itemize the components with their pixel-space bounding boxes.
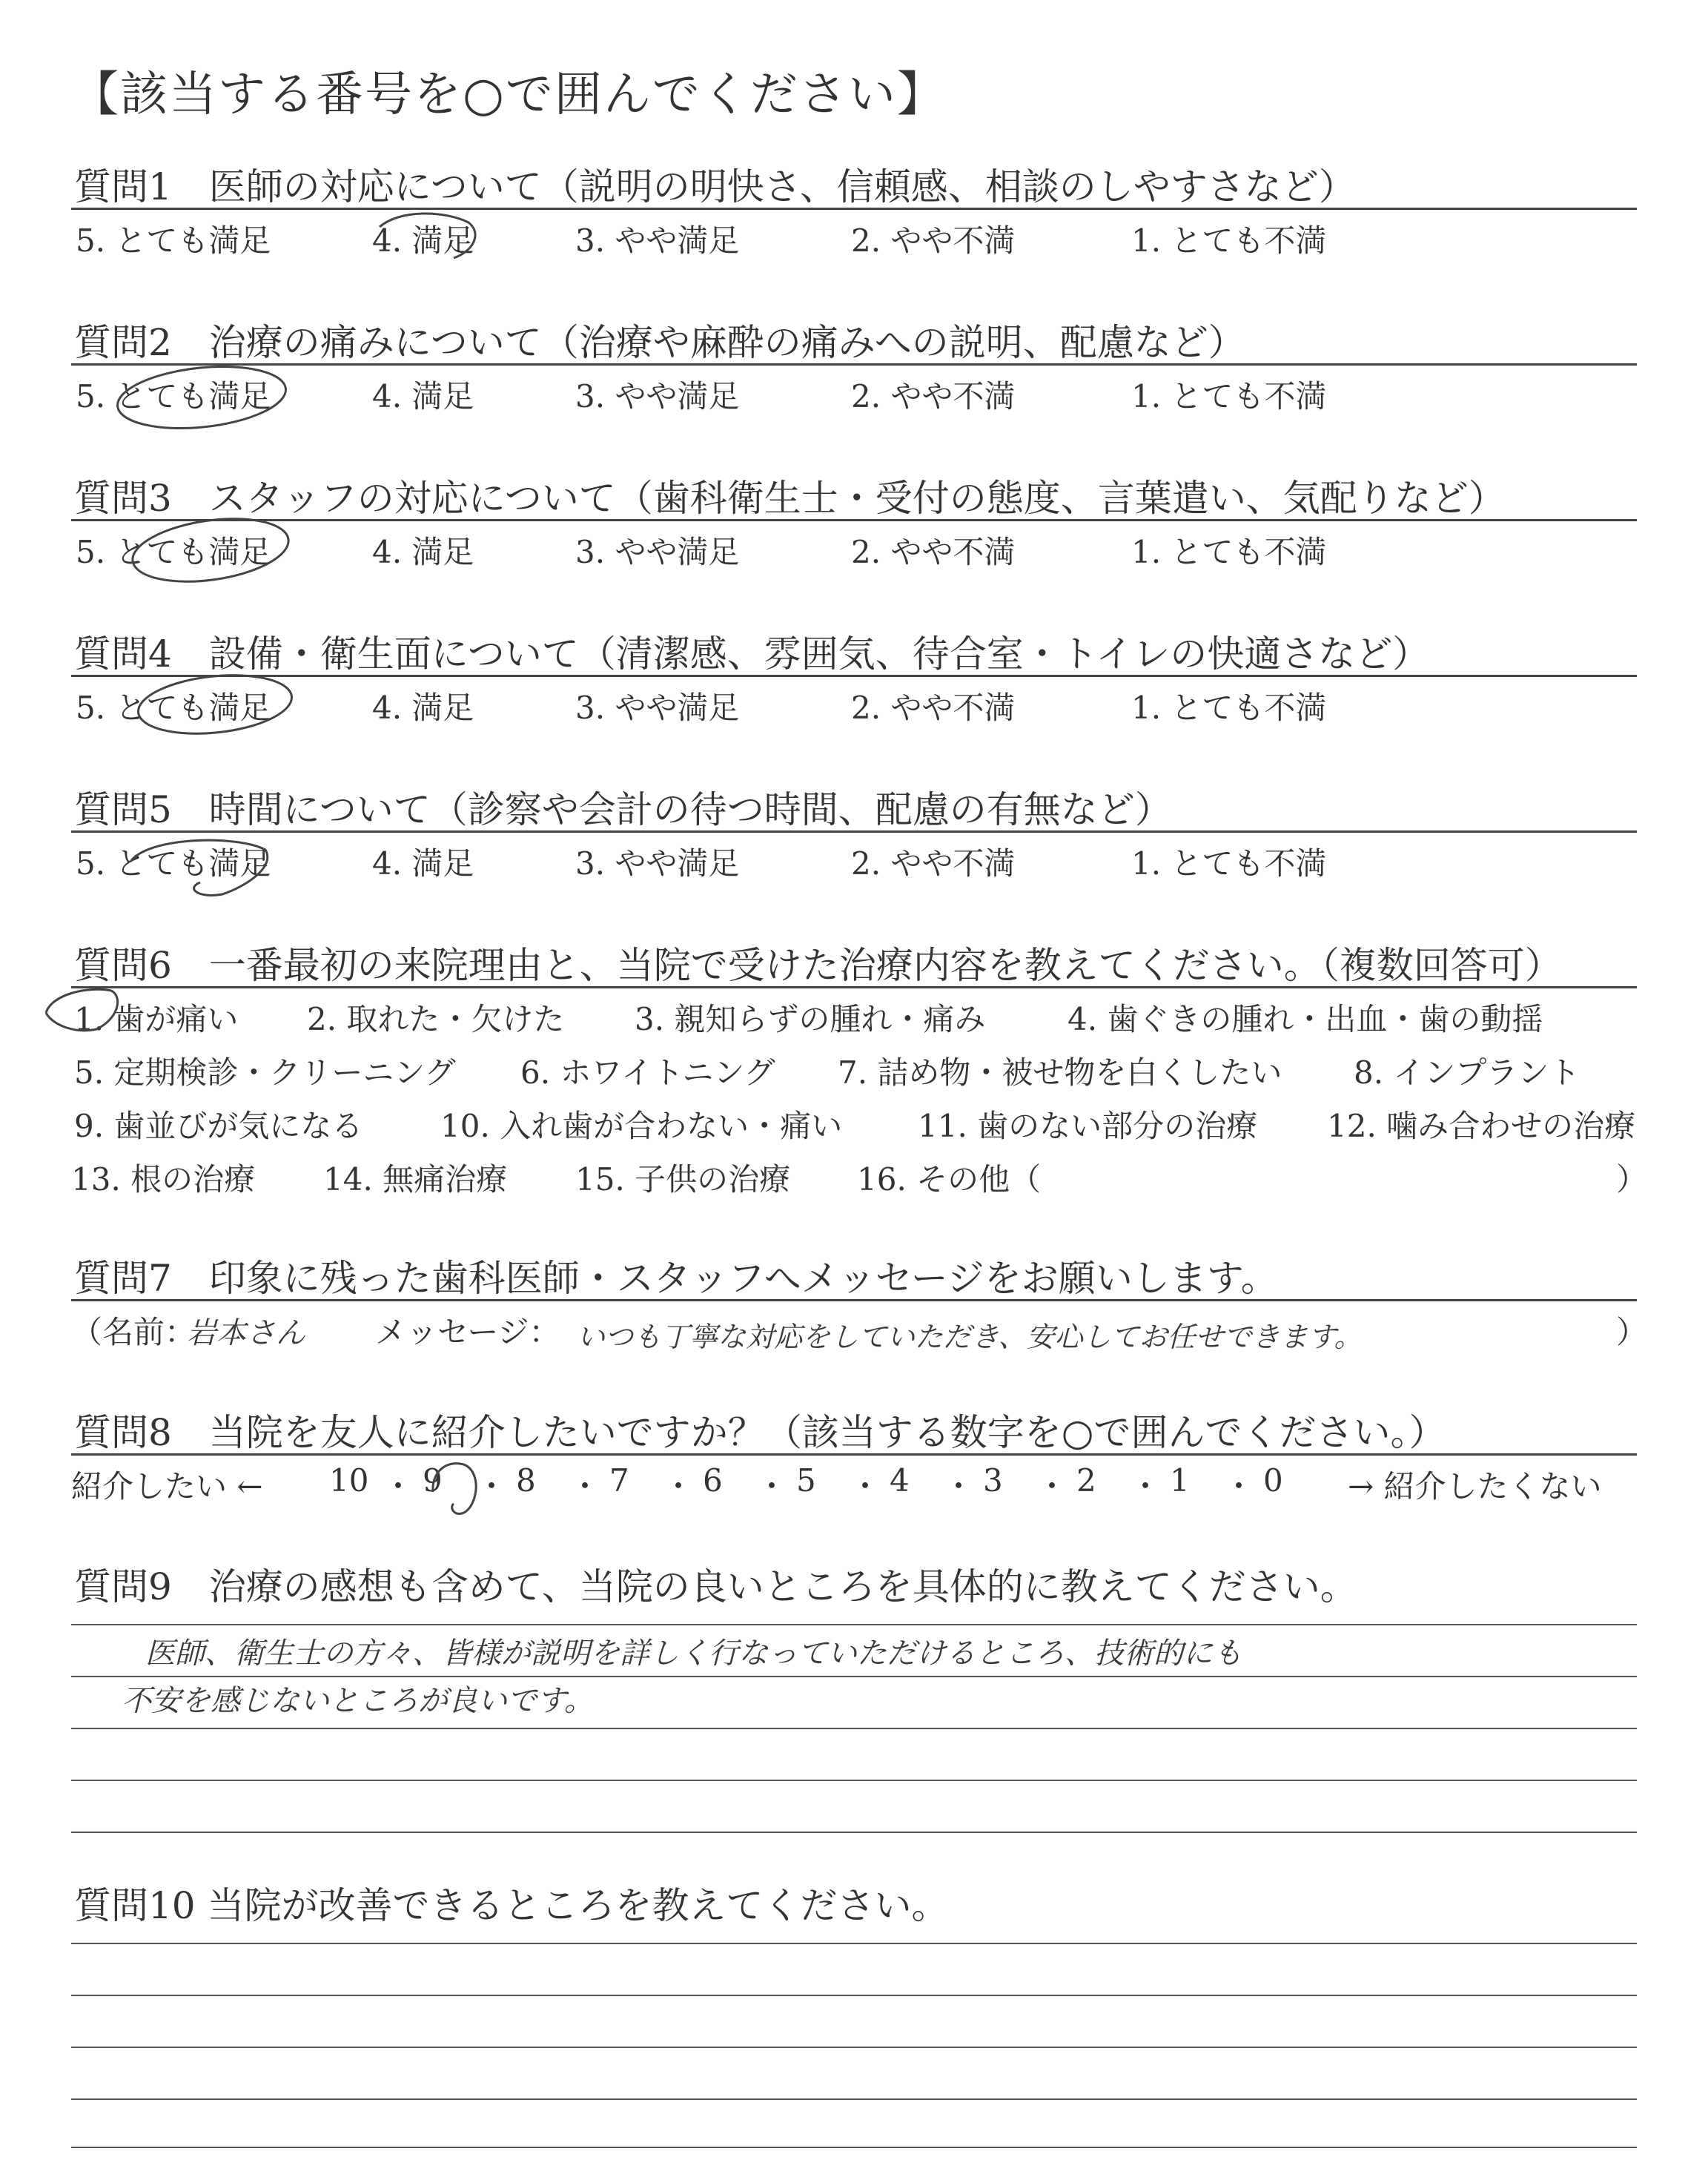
q7-close-paren: ）: [1616, 1314, 1648, 1350]
q3-option-3[interactable]: 3. やや満足: [575, 534, 740, 570]
q1-option-5[interactable]: 5. とても満足: [76, 222, 271, 259]
q3-option-5[interactable]: 5. とても満足: [76, 534, 271, 570]
q8-scale-option-8[interactable]: 8: [516, 1462, 536, 1499]
question-2-text: 質問2 治療の痛みについて（治療や麻酔の痛みへの説明、配慮など）: [74, 321, 1245, 364]
q8-scale-option-3[interactable]: 3: [983, 1462, 1003, 1499]
divider: [71, 986, 1637, 988]
q8-scale-option-2[interactable]: 2: [1076, 1462, 1096, 1499]
q8-scale-option-7[interactable]: 7: [609, 1462, 629, 1499]
answer-line: [71, 2047, 1637, 2048]
q8-scale-separator: ・: [663, 1468, 695, 1505]
divider: [71, 519, 1637, 521]
q6-option-16[interactable]: 16. その他（: [857, 1161, 1042, 1198]
page-title: 【該当する番号を○で囲んでください】: [71, 67, 946, 122]
q7-message-value[interactable]: いつも丁寧な対応をしていただき、安心してお任せできます。: [577, 1321, 1363, 1353]
q7-name-label: （名前：: [71, 1314, 196, 1350]
q6-option-14[interactable]: 14. 無痛治療: [323, 1161, 508, 1198]
q6-option-2[interactable]: 2. 取れた・欠けた: [307, 1001, 565, 1037]
question-5-text: 質問5 時間について（診察や会計の待つ時間、配慮の有無など）: [74, 788, 1172, 831]
q8-scale-option-6[interactable]: 6: [703, 1462, 723, 1499]
q7-message-label: メッセージ：: [375, 1314, 560, 1350]
answer-line: [71, 1780, 1637, 1781]
q8-scale-separator: ・: [476, 1468, 508, 1505]
q2-option-1[interactable]: 1. とても不満: [1131, 378, 1327, 415]
q8-scale-separator: ・: [1223, 1468, 1255, 1505]
q9-answer-line-1[interactable]: 医師、衛生士の方々、皆様が説明を詳しく行なっていただけるところ、技術的にも: [145, 1636, 1242, 1671]
question-4-text: 質問4 設備・衛生面について（清潔感、雰囲気、待合室・トイレの快適さなど）: [74, 633, 1430, 676]
divider: [71, 208, 1637, 210]
q8-scale-separator: ・: [1130, 1468, 1162, 1505]
q6-option-1[interactable]: 1. 歯が痛い: [74, 1001, 239, 1037]
q8-scale-separator: ・: [756, 1468, 788, 1505]
q4-option-4[interactable]: 4. 満足: [372, 690, 474, 726]
question-3-text: 質問3 スタッフの対応について（歯科衛生士・受付の態度、言葉遣い、気配りなど）: [74, 477, 1506, 520]
q2-option-2[interactable]: 2. やや不満: [851, 378, 1016, 415]
q2-option-5[interactable]: 5. とても満足: [76, 378, 271, 415]
answer-line: [71, 1624, 1637, 1625]
q4-option-5[interactable]: 5. とても満足: [76, 690, 271, 726]
answer-line: [71, 2147, 1637, 2148]
q2-option-4[interactable]: 4. 満足: [372, 378, 474, 415]
q8-left-label: 紹介したい ←: [71, 1468, 263, 1505]
q6-option-9[interactable]: 9. 歯並びが気になる: [74, 1108, 363, 1144]
q6-option-13[interactable]: 13. 根の治療: [71, 1161, 256, 1198]
question-6-text: 質問6 一番最初の来院理由と、当院で受けた治療内容を教えてください。（複数回答可）: [74, 944, 1562, 987]
q5-option-5[interactable]: 5. とても満足: [76, 845, 271, 882]
q6-option-4[interactable]: 4. 歯ぐきの腫れ・出血・歯の動揺: [1068, 1001, 1543, 1037]
q1-option-1[interactable]: 1. とても不満: [1131, 222, 1327, 259]
question-9-text: 質問9 治療の感想も含めて、当院の良いところを具体的に教えてください。: [74, 1565, 1357, 1608]
q8-scale-option-5[interactable]: 5: [796, 1462, 816, 1499]
q5-option-4[interactable]: 4. 満足: [372, 845, 474, 882]
answer-line: [71, 1943, 1637, 1944]
q6-option-6[interactable]: 6. ホワイトニング: [520, 1054, 775, 1091]
question-7-text: 質問7 印象に残った歯科医師・スタッフへメッセージをお願いします。: [74, 1257, 1278, 1300]
q8-scale-separator: ・: [1036, 1468, 1068, 1505]
q4-option-1[interactable]: 1. とても不満: [1131, 690, 1327, 726]
q2-option-3[interactable]: 3. やや満足: [575, 378, 740, 415]
q6-option-10[interactable]: 10. 入れ歯が合わない・痛い: [440, 1108, 843, 1144]
q5-option-2[interactable]: 2. やや不満: [851, 845, 1016, 882]
q8-scale-separator: ・: [569, 1468, 601, 1505]
answer-line: [71, 1728, 1637, 1729]
q5-option-3[interactable]: 3. やや満足: [575, 845, 740, 882]
divider: [71, 363, 1637, 366]
q6-option-12[interactable]: 12. 噛み合わせの治療: [1327, 1108, 1636, 1144]
q8-scale-option-10[interactable]: 10: [329, 1462, 369, 1499]
q6-option-8[interactable]: 8. インプラント: [1354, 1054, 1580, 1091]
q7-name-value[interactable]: 岩本さん: [187, 1316, 305, 1350]
divider: [71, 675, 1637, 677]
q8-right-label: → 紹介したくない: [1348, 1468, 1602, 1505]
q6-other-close-paren: ）: [1616, 1161, 1648, 1198]
q6-option-15[interactable]: 15. 子供の治療: [575, 1161, 791, 1198]
q3-option-4[interactable]: 4. 満足: [372, 534, 474, 570]
question-1-text: 質問1 医師の対応について（説明の明快さ、信頼感、相談のしやすさなど）: [74, 165, 1356, 208]
q1-option-2[interactable]: 2. やや不満: [851, 222, 1016, 259]
answer-line: [71, 1832, 1637, 1833]
q6-option-11[interactable]: 11. 歯のない部分の治療: [918, 1108, 1258, 1144]
q1-option-4[interactable]: 4. 満足: [372, 222, 474, 259]
question-8-text: 質問8 当院を友人に紹介したいですか？（該当する数字を○で囲んでください。）: [74, 1411, 1446, 1454]
q8-scale-separator: ・: [850, 1468, 881, 1505]
q6-option-7[interactable]: 7. 詰め物・被せ物を白くしたい: [838, 1054, 1282, 1091]
q1-option-3[interactable]: 3. やや満足: [575, 222, 740, 259]
q8-scale-separator: ・: [943, 1468, 975, 1505]
q4-option-2[interactable]: 2. やや不満: [851, 690, 1016, 726]
answer-line: [71, 2098, 1637, 2100]
q8-scale-option-4[interactable]: 4: [890, 1462, 910, 1499]
q3-option-2[interactable]: 2. やや不満: [851, 534, 1016, 570]
q6-option-5[interactable]: 5. 定期検診・クリーニング: [74, 1054, 456, 1091]
q8-scale-separator: ・: [383, 1468, 414, 1505]
q8-scale-option-9[interactable]: 9: [423, 1462, 443, 1499]
q5-option-1[interactable]: 1. とても不満: [1131, 845, 1327, 882]
question-10-text: 質問10 当院が改善できるところを教えてください。: [74, 1884, 949, 1927]
q9-answer-line-2[interactable]: 不安を感じないところが良いです。: [122, 1684, 594, 1718]
q8-scale-option-1[interactable]: 1: [1170, 1462, 1190, 1499]
divider: [71, 1299, 1637, 1301]
q3-option-1[interactable]: 1. とても不満: [1131, 534, 1327, 570]
q4-option-3[interactable]: 3. やや満足: [575, 690, 740, 726]
q6-option-3[interactable]: 3. 親知らずの腫れ・痛み: [635, 1001, 986, 1037]
divider: [71, 830, 1637, 833]
q8-scale-option-0[interactable]: 0: [1263, 1462, 1283, 1499]
answer-line: [71, 1995, 1637, 1996]
divider: [71, 1453, 1637, 1456]
